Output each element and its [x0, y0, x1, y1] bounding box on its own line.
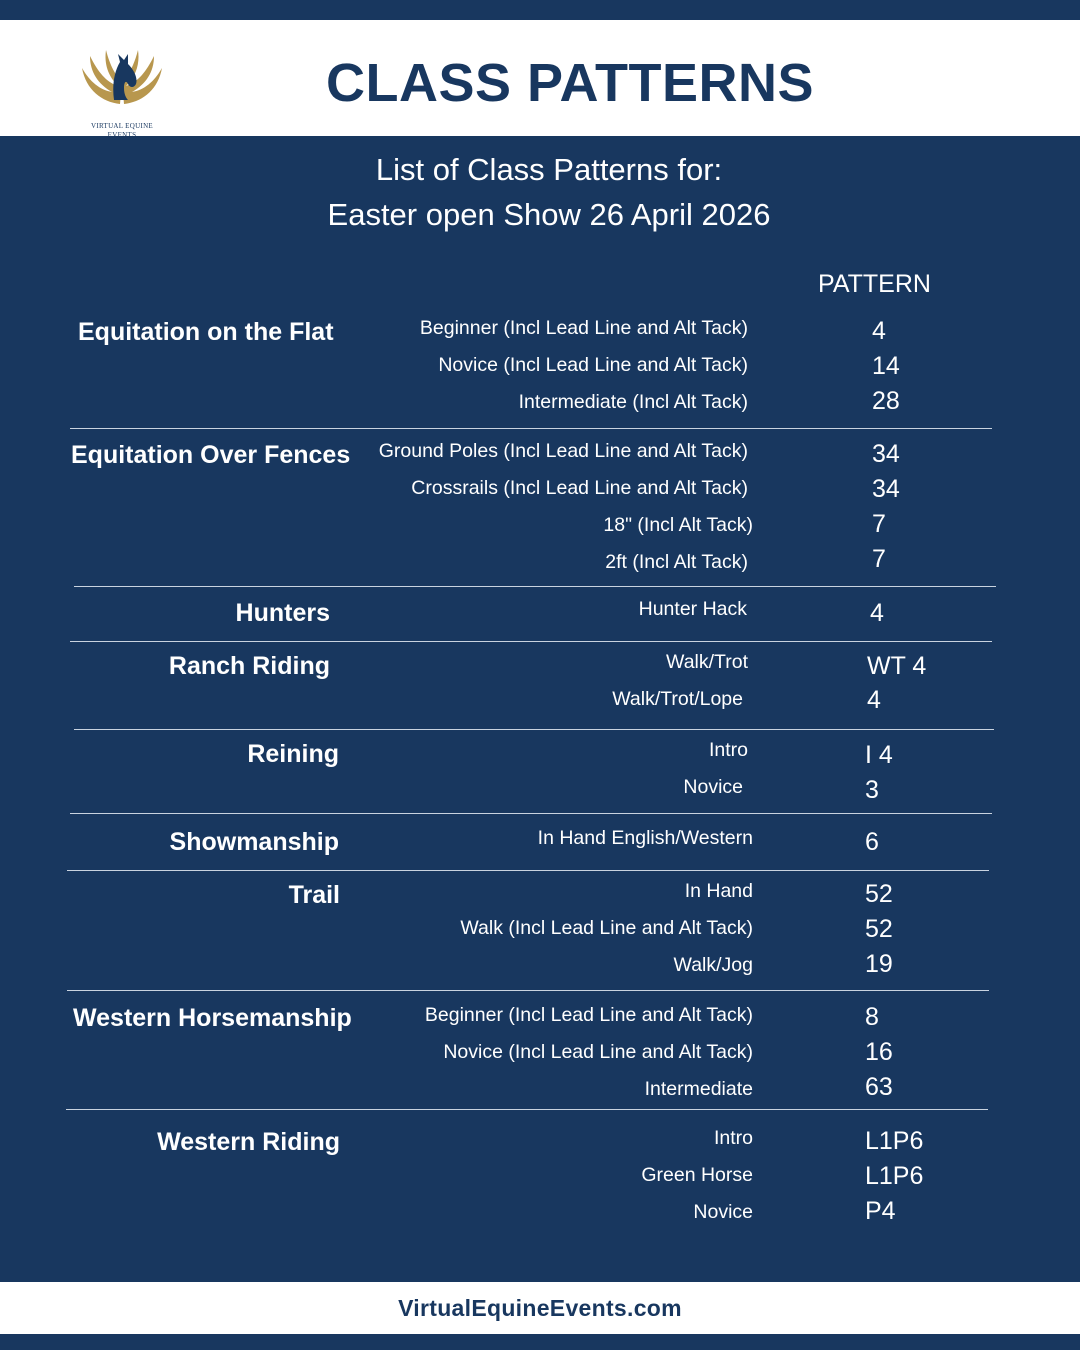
class-pattern: 63	[865, 1073, 893, 1101]
class-label: In Hand	[684, 880, 753, 902]
horse-head-wings-icon	[72, 42, 172, 114]
category-western-riding: Western Riding	[157, 1128, 340, 1156]
class-pattern: 6	[865, 828, 879, 856]
class-label: Intermediate (Incl Alt Tack)	[518, 391, 748, 413]
class-pattern: 52	[865, 915, 893, 943]
class-label: Hunter Hack	[638, 598, 747, 620]
class-pattern: WT 4	[867, 652, 927, 680]
class-pattern: 52	[865, 880, 893, 908]
class-label: Walk/Trot/Lope	[612, 688, 743, 710]
class-pattern: 34	[872, 475, 900, 503]
row-divider	[70, 813, 992, 814]
category-western-horsemanship: Western Horsemanship	[73, 1004, 352, 1032]
row-divider	[70, 641, 992, 642]
class-pattern: 7	[872, 545, 886, 573]
logo-text-line2: EVENTS	[107, 131, 137, 139]
class-label: Intro	[708, 739, 748, 761]
class-label: Novice	[683, 776, 743, 798]
class-pattern: 7	[872, 510, 886, 538]
class-label: Beginner (Incl Lead Line and Alt Tack)	[424, 1004, 753, 1026]
class-label: Intro	[713, 1127, 753, 1149]
category-hunters: Hunters	[235, 599, 330, 627]
row-divider	[74, 729, 994, 730]
row-divider	[70, 428, 992, 429]
class-label: Crossrails (Incl Lead Line and Alt Tack)	[411, 477, 748, 499]
class-label: Beginner (Incl Lead Line and Alt Tack)	[419, 317, 748, 339]
category-ranch-riding: Ranch Riding	[168, 652, 330, 680]
class-label: 18" (Incl Alt Tack)	[603, 514, 753, 536]
class-label: Walk/Trot	[666, 651, 748, 673]
logo-text-line1: VIRTUAL EQUINE	[90, 122, 154, 130]
page-title: CLASS PATTERNS	[325, 53, 815, 113]
subtitle-line2: Easter open Show 26 April 2026	[327, 197, 771, 232]
category-reining: Reining	[247, 740, 339, 768]
class-label: Novice (Incl Lead Line and Alt Tack)	[438, 354, 748, 376]
subtitle-line1: List of Class Patterns for:	[375, 152, 723, 187]
class-pattern: I 4	[865, 741, 893, 769]
class-label: Walk/Jog	[673, 954, 753, 976]
category-equitation-over-fences: Equitation Over Fences	[71, 441, 351, 469]
virtual-equine-events-logo	[72, 42, 172, 139]
class-label: In Hand English/Western	[537, 827, 753, 849]
class-pattern: L1P6	[865, 1127, 924, 1155]
class-label: Novice (Incl Lead Line and Alt Tack)	[443, 1041, 753, 1063]
class-pattern: 4	[872, 317, 886, 345]
class-pattern: L1P6	[865, 1162, 924, 1190]
row-divider	[67, 990, 989, 991]
footer-band	[0, 1282, 1080, 1334]
class-pattern: 16	[865, 1038, 893, 1066]
class-pattern: P4	[865, 1197, 896, 1225]
class-pattern: 14	[872, 352, 900, 380]
row-divider	[74, 586, 996, 587]
pattern-column-header: PATTERN	[818, 270, 931, 298]
class-pattern: 4	[870, 599, 884, 627]
class-pattern: 3	[865, 776, 879, 804]
row-divider	[66, 1109, 988, 1110]
row-divider	[67, 870, 989, 871]
footer-website-link[interactable]: VirtualEquineEvents.com	[398, 1294, 682, 1321]
class-label: Ground Poles (Incl Lead Line and Alt Tack)	[378, 440, 748, 462]
category-equitation-on-the-flat: Equitation on the Flat	[78, 318, 334, 346]
category-showmanship: Showmanship	[169, 828, 339, 856]
class-label: Intermediate	[644, 1078, 753, 1100]
class-label: Green Horse	[641, 1164, 753, 1186]
class-pattern: 34	[872, 440, 900, 468]
header-band	[0, 20, 1080, 139]
class-pattern: 8	[865, 1003, 879, 1031]
class-label: 2ft (Incl Alt Tack)	[605, 551, 748, 573]
class-label: Walk (Incl Lead Line and Alt Tack)	[460, 917, 753, 939]
class-pattern: 19	[865, 950, 893, 978]
class-label: Novice	[693, 1201, 753, 1223]
category-trail: Trail	[288, 881, 340, 909]
class-pattern: 4	[867, 686, 881, 714]
class-pattern: 28	[872, 387, 900, 415]
